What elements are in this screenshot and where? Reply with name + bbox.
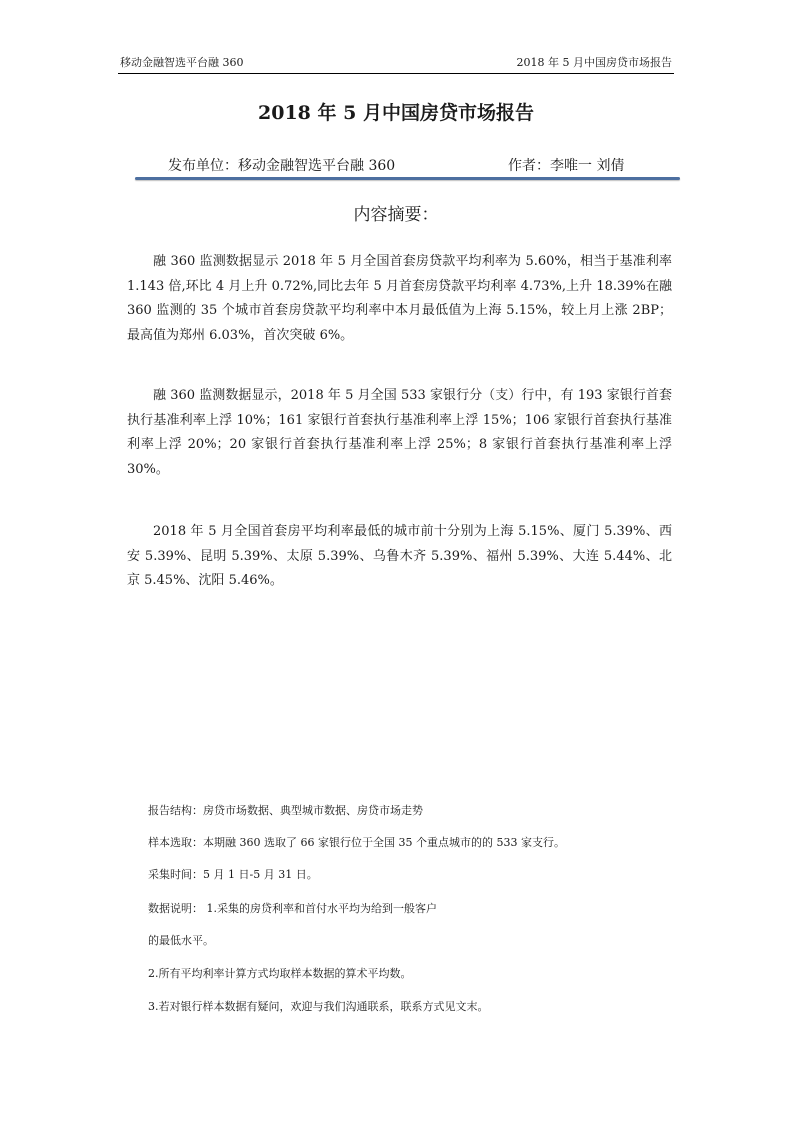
report-authors: 作者：李唯一 刘倩 [508, 158, 625, 174]
note-explanation-1a: 数据说明： 1.采集的房贷利率和首付水平均为给到一般客户 [148, 902, 437, 915]
summary-paragraph-3: 2018 年 5 月全国首套房平均利率最低的城市前十分别为上海 5.15%、厦门 5.39%、西安 5.39%、昆明 5.39%、太原 5.39%、乌鲁木齐 5.39%、福州 5.39%、大连 5.44%、北京 5.45%、沈阳 5.46%。 [127, 524, 672, 588]
note-period: 采集时间：5 月 1 日-5 月 31 日。 [148, 868, 318, 881]
summary-paragraph-2: 融 360 监测数据显示，2018 年 5 月全国 533 家银行分（支）行中，有 193 家银行首套执行基准利率上浮 10%；161 家银行首套执行基准利率上浮 15%；106 家银行首套执行基准利率上浮 20%；20 家银行首套执行基准利率上浮 25%；8 家银行首套执行基准利率上浮 30%。 [127, 388, 672, 477]
note-explanation-2: 2.所有平均利率计算方式均取样本数据的算术平均数。 [148, 967, 412, 980]
title-divider [135, 177, 680, 180]
publisher-unit: 发布单位：移动金融智选平台融 360 [168, 158, 396, 174]
note-explanation-3: 3.若对银行样本数据有疑问，欢迎与我们沟通联系，联系方式见文末。 [148, 1000, 489, 1013]
publication-line [118, 156, 674, 176]
summary-paragraph-1: 融 360 监测数据显示 2018 年 5 月全国首套房贷款平均利率为 5.60%，相当于基准利率 1.143 倍,环比 4 月上升 0.72%,同比去年 5 月首套房贷款平均利率 4.73%,上升 18.39%在融 360 监测的 35 个城市首套房贷款平均利率中本月最低值为上海 5.15%，较上月上涨 2BP；最高值为郑州 6.03%，首次突破 6%。 [127, 254, 672, 343]
note-sample: 样本选取：本期融 360 选取了 66 家银行位于全国 35 个重点城市的的 533 家支行。 [148, 836, 565, 849]
page-header [118, 55, 674, 74]
header-left-text: 移动金融智选平台融 360 [120, 56, 244, 69]
summary-heading: 内容摘要： [353, 205, 439, 225]
note-structure: 报告结构：房贷市场数据、典型城市数据、房贷市场走势 [148, 804, 423, 817]
note-explanation-1b: 的最低水平。 [148, 934, 214, 947]
header-right-text: 2018 年 5 月中国房贷市场报告 [516, 56, 672, 69]
report-title: 2018 年 5 月中国房贷市场报告 [258, 102, 534, 124]
